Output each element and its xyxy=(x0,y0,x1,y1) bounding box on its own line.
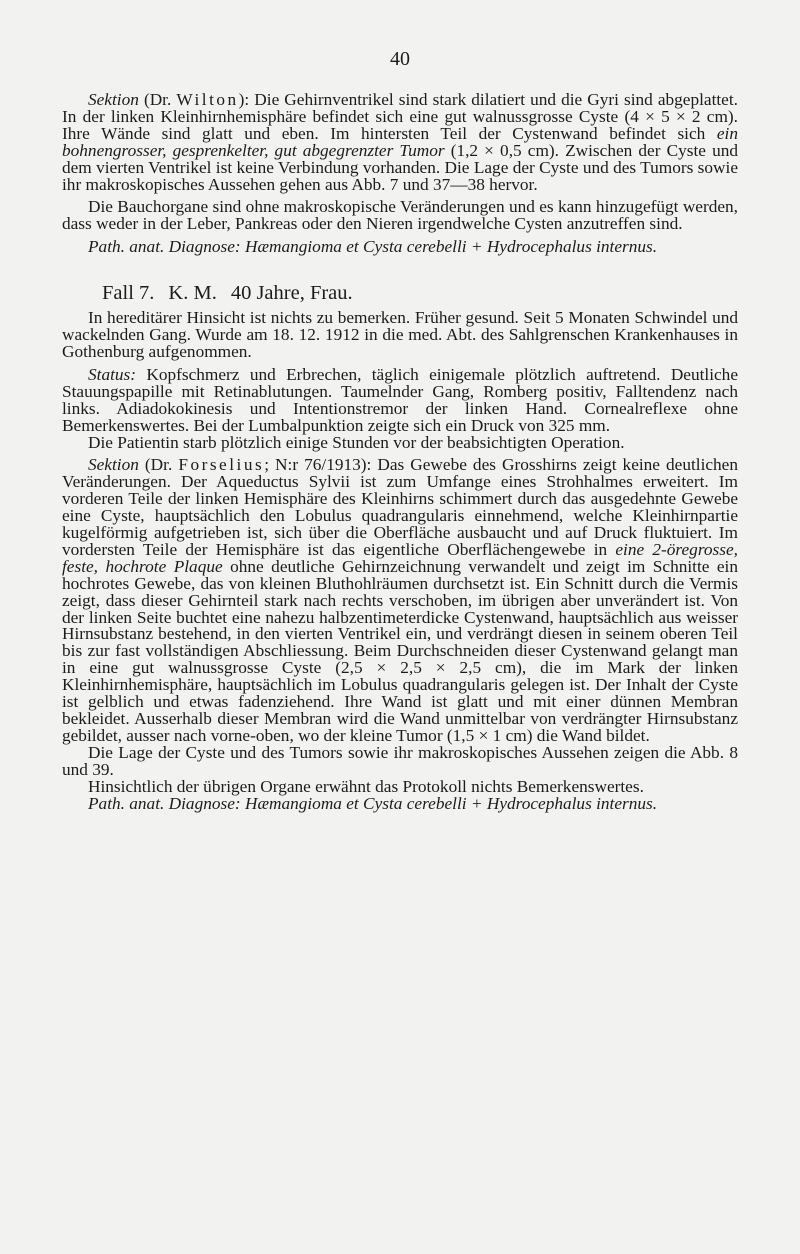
case6-diagnosis xyxy=(62,239,738,256)
sektion-label: Sektion xyxy=(88,455,139,475)
diagnosis-text: Hæmangioma et Cysta cerebelli + Hydrocephalus internus. xyxy=(244,793,658,813)
status-label: Status: xyxy=(88,364,137,384)
sektion-open: (Dr. xyxy=(143,90,172,109)
pathologist-name: Forselius xyxy=(178,455,265,475)
diagnosis-label: Path. anat. Diagnose: xyxy=(88,793,241,813)
sektion-label: Sektion xyxy=(88,90,139,109)
patient-age-sex: 40 Jahre, Frau. xyxy=(230,282,353,305)
operation-paragraph: Die Patientin starb plötzlich einige Stunden vor der beabsichtigten Operation. xyxy=(88,432,625,452)
bauchorgane-paragraph: Die Bauchorgane sind ohne makroskopische Veränderungen und es kann hinzugefügt werden, dass weder in der Leber, Pankreas oder den Nieren irgendwelche Cysten anzutreffen sind. xyxy=(62,197,738,234)
status-text: Kopfschmerz und Erbrechen, täglich einigemale plötzlich auftretend. Deutliche Stauungspapille mit Retinablutungen. Taumelnder Gang, Romberg positiv, Falltendenz nach links. Adiadokokinesis und Intentionstremor der linken Hand. Cornealreflexe ohne Bemerkenswertes. Bei der Lumbalpunktion zeigte sich ein Druck von 325 mm. xyxy=(62,364,738,435)
status-paragraph xyxy=(62,364,738,435)
patient-initials: K. M. xyxy=(168,282,217,305)
sektion-text-2: ohne deutliche Gehirnzeichnung verwandelt und zeigt im Schnitte ein hochrotes Gewebe, das von kleinen Bluthohlräumen durchsetzt ist. Ein Schnitt durch die Vermis zeigt, dass dieser Gehirnteil stark nach rechts verschoben, im übrigen aber unverändert ist. Von der linken Seite buchtet eine nahezu halbzentimeterdicke Cystenwand, hauptsächlich aus weisser Hirnsubstanz bestehend, in den vierten Ventrikel ein, und verdrängt diesen in seinem oberen Teil bis zur fast vollständigen Abschliessung. Beim Durchschneiden dieser Cystenwand gelangt man in eine gut walnussgrosse Cyste (2,5 × 2,5 × 2,5 cm), die im Mark der linken Kleinhirnhemisphäre, hauptsächlich im Lobulus quadrangularis gelegen ist. Der Inhalt der Cyste ist gelblich und etwas fadenziehend. Ihre Wand ist glatt und mit einer dünnen Membran bekleidet. Ausserhalb dieser Membran wird die Wand unmittelbar von verdrängter Hirnsubstanz gebildet, ausser nach vorne-oben, wo der kleine Tumor (1,5 × 1 cm) die Wand bildet. xyxy=(62,556,738,745)
plaque-description: eine 2-öregrosse, feste, hochrote Plaque xyxy=(62,539,738,576)
case6-sektion-paragraph xyxy=(62,92,738,193)
page-number: 40 xyxy=(390,48,410,70)
pathologist-name: Wilton xyxy=(176,90,239,109)
tumor-text: (1,2 × 0,5 cm). Zwischen der Cyste und dem vierten Ventrikel ist keine Verbindung vorhanden. Die Lage der Cyste und des Tumors sowie ihr makroskopisches Aussehen gehen aus Abb. 7 und 37—38 hervor. xyxy=(62,140,738,194)
diagnosis-text: Hæmangioma et Cysta cerebelli + Hydrocephalus internus. xyxy=(244,237,658,257)
case7-sektion-paragraph xyxy=(62,457,738,744)
text-column xyxy=(62,92,738,812)
sektion-text-1: ; N:r 76/1913): Das Gewebe des Grosshirns zeigt keine deutlichen Veränderungen. Der Aqueductus Sylvii ist zum Umfange eines Strohhalmes erweitert. Im vorderen Teile der linken Hemisphäre des Kleinhirns schimmert durch das ausgedehnte Gewebe eine Cyste, hauptsächlich den Lobulus quadrangularis einnehmend, welche Kleinhirnpartie kugelförmig aufgetrieben ist, sich über die Oberfläche ausbaucht und auf Druck fluktuiert. Im vordersten Teile der Hemisphäre ist das eigentliche Oberflächengewebe in xyxy=(62,455,738,559)
case7-heading xyxy=(102,282,738,304)
tumor-description: ein bohnengrosser, gesprenkelter, gut abgegrenzter Tumor xyxy=(62,123,738,160)
lage-paragraph: Die Lage der Cyste und des Tumors sowie ihr makroskopisches Aussehen zeigen die Abb. 8 und 39. xyxy=(62,742,738,779)
diagnosis-label: Path. anat. Diagnose: xyxy=(88,237,241,257)
organe-paragraph: Hinsichtlich der übrigen Organe erwähnt das Protokoll nichts Bemerkenswertes. xyxy=(88,776,644,796)
case7-diagnosis xyxy=(62,793,738,813)
case-number: Fall 7. xyxy=(102,282,155,305)
anamnese-paragraph: In hereditärer Hinsicht ist nichts zu bemerken. Früher gesund. Seit 5 Monaten Schwindel und wackelnden Gang. Wurde am 18. 12. 1912 in die med. Abt. des Sahlgrenschen Krankenhauses in Gothenburg aufgenommen. xyxy=(62,308,738,361)
sektion-text: ): Die Gehirnventrikel sind stark dilatiert und die Gyri sind abgeplattet. In der linken Kleinhirnhemisphäre befindet sich eine gut walnussgrosse Cyste (4 × 5 × 2 cm). Ihre Wände sind glatt und eben. Im hintersten Teil der Cystenwand befindet sich xyxy=(62,90,738,143)
sektion-open: (Dr. xyxy=(144,455,173,475)
